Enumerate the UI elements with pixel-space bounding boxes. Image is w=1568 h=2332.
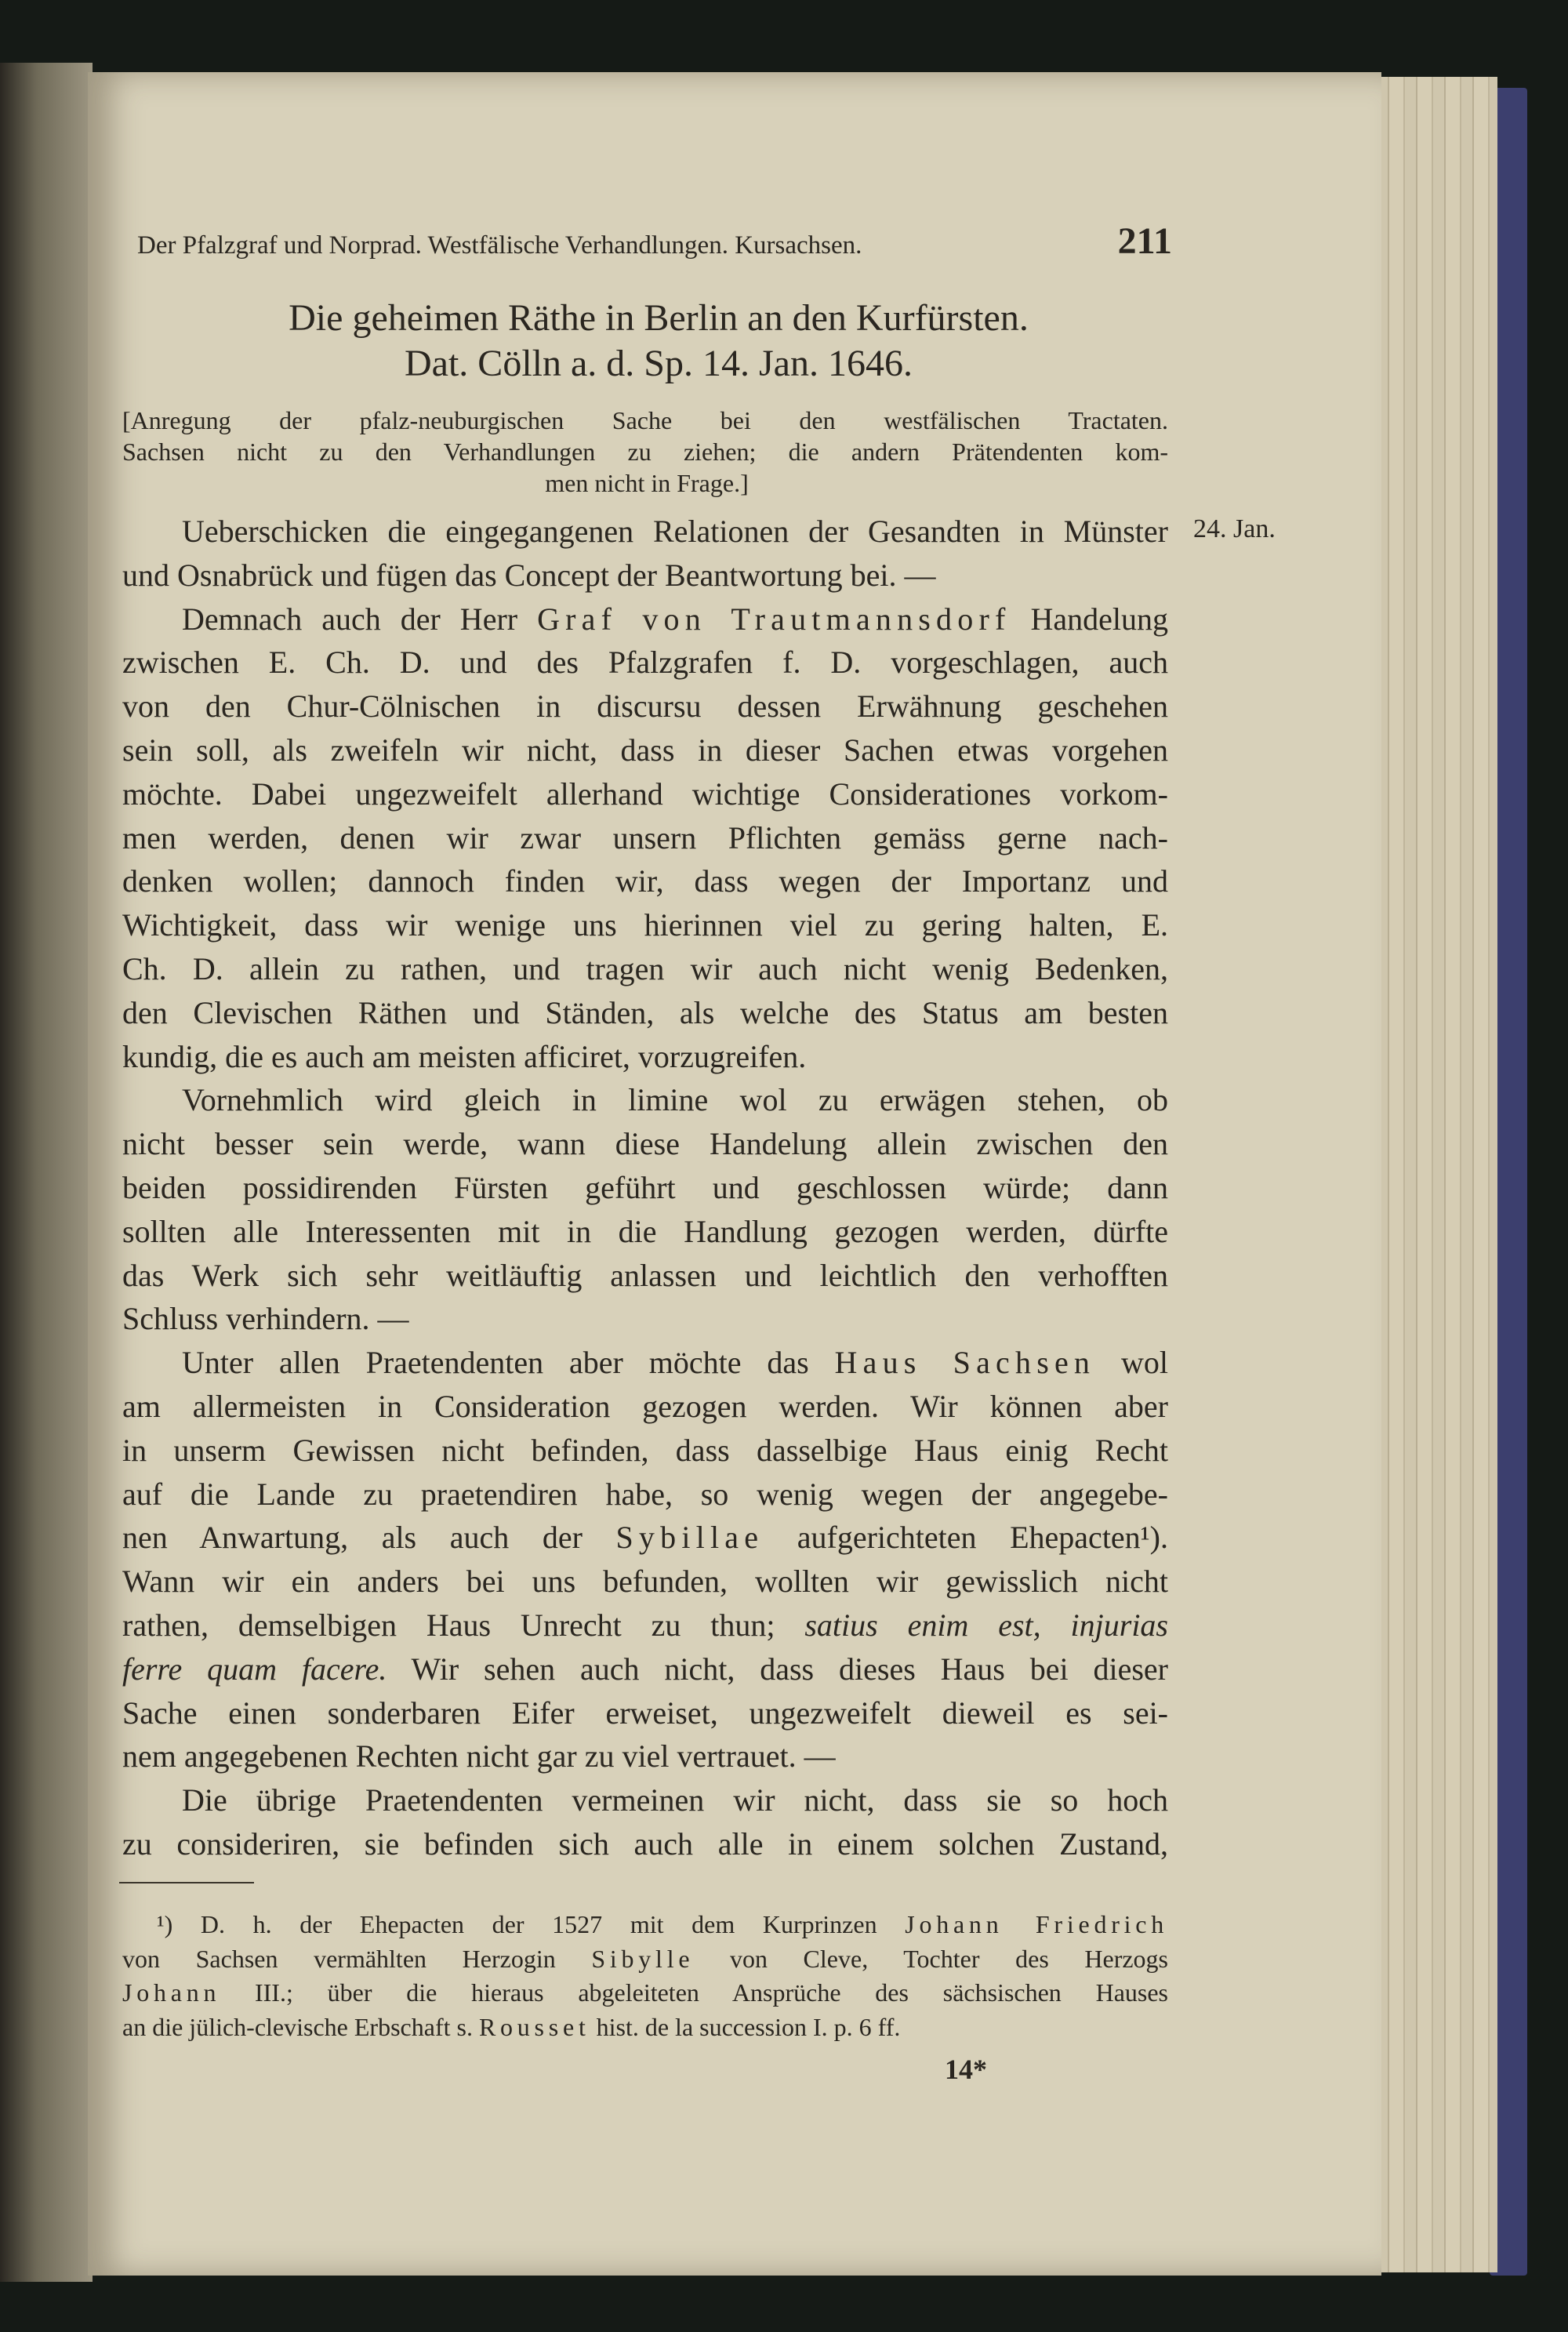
text-segment: Ueberschicken die eingegangenen Relationen der Gesandten in Münster	[182, 514, 1168, 549]
page-number: 211	[1117, 220, 1172, 262]
body-line	[122, 906, 1168, 943]
body-line	[182, 1081, 1168, 1118]
body-line	[122, 1257, 1168, 1294]
text-segment: rathen, demselbigen Haus Unrecht zu thun;	[122, 1607, 805, 1643]
text-segment: wol	[1095, 1345, 1168, 1381]
spaced-name: Johann	[122, 1978, 221, 2007]
body-line	[122, 776, 1168, 812]
summary-line: Sachsen nicht zu den Verhandlungen zu ziehen; die andern Prätendenten kom-	[122, 438, 1168, 466]
body-line	[122, 1169, 1168, 1206]
body-line	[122, 1300, 1168, 1337]
text-segment: III.; über die hieraus abgeleiteten Ansprüche des sächsischen Hauses	[220, 1978, 1168, 2007]
text-segment: zu consideriren, sie befinden sich auch alle in einem solchen Zustand,	[122, 1826, 1168, 1862]
spaced-name: Johann Friedrich	[905, 1910, 1168, 1938]
facing-page-edge	[0, 63, 93, 2282]
body-line	[122, 950, 1168, 987]
running-header	[137, 220, 1172, 263]
text-segment: Sache einen sonderbaren Eifer erweiset, ungezweifelt dieweil es sei-	[122, 1695, 1168, 1731]
text-segment: das Werk sich sehr weitläuftig anlassen und leichtlich den verhofften	[122, 1257, 1168, 1293]
body-line	[122, 819, 1168, 856]
document-date: Dat. Cölln a. d. Sp. 14. Jan. 1646.	[405, 343, 913, 384]
text-segment: men werden, denen wir zwar unsern Pflichten gemäss gerne nach-	[122, 819, 1168, 855]
text-segment: in unserm Gewissen nicht befinden, dass dasselbige Haus einig Recht	[122, 1432, 1168, 1468]
text-segment: zwischen E. Ch. D. und des Pfalzgrafen f. D. vorgeschlagen, auch	[122, 645, 1168, 681]
text-segment: Wichtigkeit, dass wir wenige uns hierinnen viel zu gering halten, E.	[122, 907, 1168, 943]
spaced-name: Sibylle	[591, 1944, 695, 1973]
body-line	[122, 1038, 1168, 1075]
text-segment: Wann wir ein anders bei uns befunden, wollten wir gewisslich nicht	[122, 1564, 1168, 1600]
document-title: Die geheimen Räthe in Berlin an den Kurfürsten.	[289, 297, 1029, 339]
spaced-name: Rousset	[478, 2012, 590, 2041]
summary-line: [Anregung der pfalz-neuburgischen Sache bei den westfälischen Tractaten.	[122, 406, 1168, 434]
text-segment: sollten alle Interessenten mit in die Handlung gezogen werden, dürfte	[122, 1213, 1168, 1249]
text-segment: auf die Lande zu praetendiren habe, so wenig wegen der angegebe-	[122, 1476, 1168, 1512]
body-line	[122, 1563, 1168, 1600]
text-segment: Unter allen Praetendenten aber möchte das	[182, 1345, 835, 1381]
body-line	[122, 1476, 1168, 1513]
text-segment: beiden possidirenden Fürsten geführt und geschlossen würde; dann	[122, 1170, 1168, 1205]
spaced-name: Haus Sachsen	[834, 1345, 1096, 1381]
body-line	[122, 732, 1168, 768]
body-line	[122, 1825, 1168, 1862]
signature-mark: 14*	[945, 2054, 987, 2085]
text-segment: von Sachsen vermählten Herzogin	[122, 1944, 592, 1973]
text-segment: Wir sehen auch nicht, dass dieses Haus bei dieser	[387, 1651, 1168, 1687]
italic-text: satius enim est, injurias	[804, 1607, 1168, 1643]
text-segment: aufgerichteten Ehepacten¹).	[764, 1520, 1168, 1556]
body-line	[122, 1519, 1168, 1556]
running-title: Der Pfalzgraf und Norprad. Westfälische Verhandlungen. Kursachsen.	[137, 231, 862, 260]
body-line	[122, 1651, 1168, 1687]
body-line	[122, 688, 1168, 725]
footnote-line	[122, 1945, 1168, 1974]
body-line	[122, 1213, 1168, 1250]
spaced-name: Graf von Trautmannsdorf	[537, 601, 1011, 637]
body-line	[122, 1695, 1168, 1731]
body-line	[182, 1344, 1168, 1381]
body-line	[122, 1607, 1168, 1644]
body-line	[122, 557, 1168, 594]
body-line	[182, 1782, 1168, 1818]
body-line	[182, 601, 1168, 637]
italic-text: ferre quam facere.	[122, 1651, 387, 1687]
text-segment: hist. de la succession I. p. 6 ff.	[590, 2012, 901, 2041]
text-segment: kundig, die es auch am meisten afficiret, vorzugreifen.	[122, 1038, 807, 1074]
text-segment: sein soll, als zweifeln wir nicht, dass in dieser Sachen etwas vorgehen	[122, 732, 1168, 768]
text-segment: Ch. D. allein zu rathen, und tragen wir auch nicht wenig Bedenken,	[122, 951, 1168, 986]
footnote-line	[157, 1910, 1168, 1939]
text-segment: und Osnabrück und fügen das Concept der Beantwortung bei. —	[122, 557, 936, 593]
footnote-rule	[119, 1882, 254, 1883]
body-line	[122, 994, 1168, 1031]
text-segment: Die übrige Praetendenten vermeinen wir nicht, dass sie so hoch	[182, 1782, 1168, 1818]
body-line	[122, 1125, 1168, 1162]
footnote-line	[122, 1978, 1168, 2007]
body-line	[122, 863, 1168, 899]
body-line	[122, 1388, 1168, 1425]
text-segment: Demnach auch der Herr	[182, 601, 538, 637]
body-line	[122, 1432, 1168, 1469]
body-line	[122, 644, 1168, 681]
text-segment: Handelung	[1011, 601, 1168, 637]
footnote-line	[122, 2013, 1168, 2042]
text-segment: an die jülich-clevische Erbschaft s.	[122, 2012, 479, 2041]
text-segment: am allermeisten in Consideration gezogen werden. Wir können aber	[122, 1389, 1168, 1424]
text-segment: nem angegebenen Rechten nicht gar zu viel vertrauet. —	[122, 1738, 836, 1774]
text-segment: ¹) D. h. der Ehepacten der 1527 mit dem Kurprinzen	[157, 1910, 906, 1938]
text-segment: von Cleve, Tochter des Herzogs	[694, 1944, 1169, 1973]
body-line	[182, 513, 1168, 550]
text-segment: Schluss verhindern. —	[122, 1301, 409, 1337]
text-segment: den Clevischen Räthen und Ständen, als welche des Status am besten	[122, 994, 1168, 1030]
text-segment: Vornehmlich wird gleich in limine wol zu erwägen stehen, ob	[182, 1082, 1168, 1118]
text-segment: nen Anwartung, als auch der	[122, 1520, 616, 1556]
summary-line: men nicht in Frage.]	[545, 469, 749, 497]
text-segment: denken wollen; dannoch finden wir, dass wegen der Importanz und	[122, 863, 1168, 899]
text-segment: von den Chur-Cölnischen in discursu dessen Erwähnung geschehen	[122, 688, 1168, 725]
spaced-name: Sybillae	[615, 1520, 764, 1556]
body-line	[122, 1738, 1168, 1774]
margin-note-date: 24. Jan.	[1193, 514, 1276, 543]
text-segment: möchte. Dabei ungezweifelt allerhand wichtige Considerationes vorkom-	[122, 776, 1168, 812]
text-segment: nicht besser sein werde, wann diese Handelung allein zwischen den	[122, 1126, 1168, 1162]
